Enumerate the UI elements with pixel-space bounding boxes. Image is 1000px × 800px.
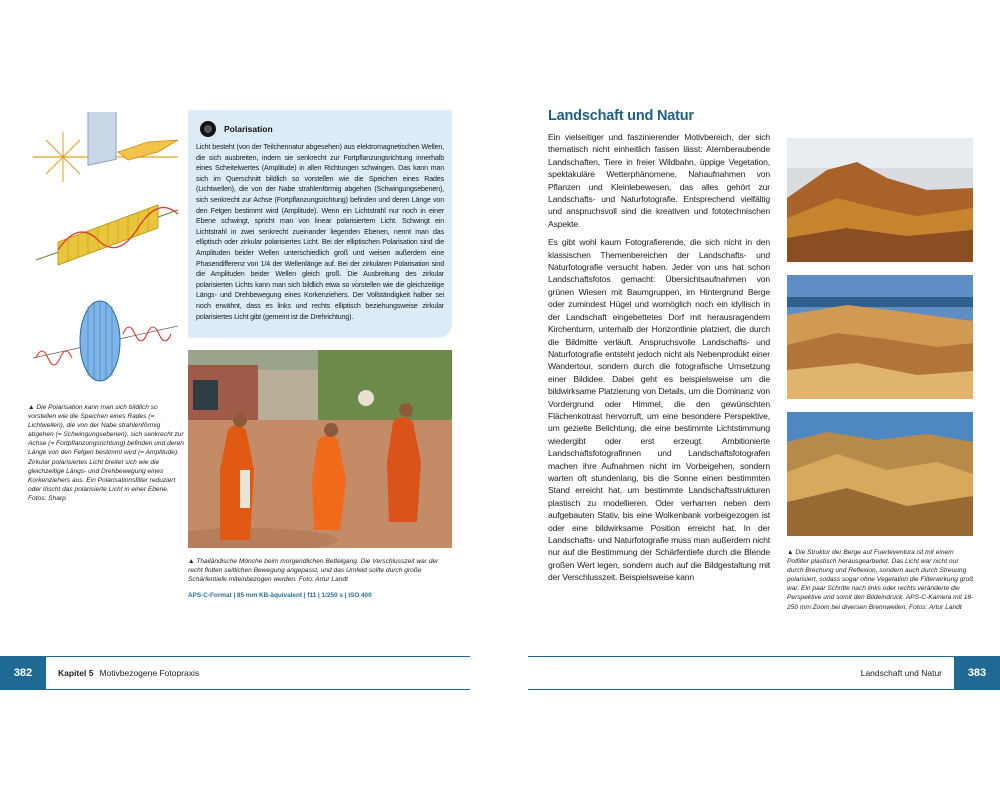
infobox-title: Polarisation (224, 124, 273, 134)
monks-photo (188, 350, 452, 548)
right-page-footer (528, 656, 1000, 690)
landscape-photo-3 (787, 412, 973, 536)
section-heading: Landschaft und Natur (548, 108, 694, 124)
left-page-footer (0, 656, 470, 690)
monks-photo-tech-data: APS-C-Format | 85 mm KB-äquivalent | f11 | 1/250 s | ISO 400 (188, 592, 372, 599)
infobox-body: Licht besteht (von der Teilchennatur abgesehen) aus elektromagnetischen Wellen, die sich ausbreiten, indem sie senkrecht zur Fortpflanzungsrichtung innerhalb eines Scheitelwertes (Amplitude) in allen Richtungen schwingen. Das kann man sich im Querschnitt bildlich so vorstellen wie die Speichen eines Rades (Lichtwellen), die von der Nabe strahlenförmig abgehen (Schwingungsebenen), sich senkrecht zur Achse (Fortpflanzungsrichtung) befinden und deren Länge von den Felgen bestimmt wird (Amplitude). Wenn ein Lichtstrahl nur noch in einer Ebene schwingt, spricht man von linear polarisiertem Licht. Schwingt ein Lichtstrahl in zwei senkrecht zueinander liegenden Ebenen, nennt man das elliptisch oder zirkular polarisiertes Licht. Bei der elliptischen Polarisation sind die Amplituden beider Wellen unterschiedlich groß und weisen außerdem eine Phasendifferenz von 1/4 der Wellenlänge auf. Bei der zirkularen Polarisation sind die Amplituden beider Wellen gleich groß. Die Ausbreitung des zirkular polarisierten Lichts kann man sich bildlich etwa so vorstellen wie die gleichzeitige Längs- und Drehbewegung eines Korkenziehers. Der Vollständigkeit halber sei noch erwähnt, dass es links und rechts elliptisch beziehungsweise zirkular polarisiertes Licht gibt (gemeint ist die Drehrichtung). (196, 143, 444, 321)
chapter-title: Motivbezogene Fotopraxis (99, 668, 200, 678)
paragraph: Es gibt wohl kaum Fotografierende, die sich nicht in den klassischen Themenbereichen der Landschafts- und Naturfotografie versucht haben. Jeder von uns hat schon Landschaftsfotos gemacht: Übersichtsaufnahmen von grünen Wiesen mit Baumgruppen, im Hintergrund Berge oder zumindest Hügel und womöglich noch ein idyllisch in der Landschaft eingebettetes Dorf mit herausragendem Kirchenturm, unterhalb der Horizontlinie platziert, die durch die Bildmitte verläuft. Anspruchsvolle Landschafts- und Naturfotografie entsteht jedoch nicht als Nebenprodukt einer Wandertour, sondern durch die fotografische Umsetzung einer Bildidee. Dabei geht es beispielsweise um die bildwirksame Platzierung von Details, um die Dominanz von Vordergrund oder Himmel, die den gewünschten Flächenkotrast hervorruft, um eine besondere Perspektive, um gezielte Belichtung, die eine bestimmte Lichtstimmung wiedergibt oder erst erzeugt. Ambitionierte Landschaftsfotografinnen und Landschaftsfotografen machen ihre Aufnahmen nicht im Vorbeigehen, sondern warten oft stundenlang, bis die Sonne einen bestimmten Stand erreicht hat, um bestimmte Landschaftsstrukturen plastisch zu modellieren. Oder verharren neben dem aufgebauten Stativ, bis eine Wolkenbank vorbeigezogen ist oder eine bildwirksame Position erreicht hat. In der Landschafts- und Naturfotografie muss man außerdem nicht nur auf die Bestimmung der Schärfentiefe durch die Blende großen Wert legen, sondern auch auf die Bildgestaltung mit der Verschlusszeit. Beispielsweise kann (548, 237, 770, 583)
landscape-photos-caption: ▲ Die Struktur der Berge auf Fuerteventura ist mit einem Polfilter plastisch herausgearbeitet. Das Licht war nicht nur durch Brechung und Reflexion, sondern auch durch Streuung polarisiert, sodass sogar ohne Vegetation die Filterwirkung groß war. Ein paar Schritte nach links oder rechts veränderte die Perspektive und somit den Bildeindruck. APS-C-Kamera mit 18-250 mm Zoom bei diversen Brennweiten. Fotos: Artur Landt (787, 549, 974, 611)
polarization-figure-caption: ▲ Die Polarisation kann man sich bildlich so vorstellen wie die Speichen eines Rades (= Lichtwellen), die von der Nabe strahlenförmig abgehen (= Schwingungsebenen), sich senkrecht zur Achse (= Fortpflanzungsrichtung) befinden und deren Länge von den Felgen bestimmt wird (= Amplitude). Zirkular polarisiertes Licht breitet sich wie die gleichzeitige Längs- und Drehbewegung eines Korkenziehers aus. Ein Polarisationsfilter reduziert oder löscht das polarisierte Licht in einer Ebene. Fotos: Sharp (28, 404, 184, 502)
linear-polarization-illustration (28, 190, 183, 275)
paragraph: Ein vielseitiger und faszinierender Motivbereich, der sich thematisch nicht einheitlich fassen lässt: Atemberaubende Landschaften, Tiere in freier Wildbahn, üppige Vegetation, spektakuläre Wetterphänomene, Nahaufnahmen von Pflanzen und Kleinlebewesen, das alles gehört zur Landschafts- und Naturfotografie. Entsprechend vielfältig und anspruchsvoll sind die kreativen und fototechnischen Aspekte. (548, 132, 770, 229)
section-body-text (548, 131, 770, 590)
chapter-label: Kapitel 5 (58, 668, 94, 678)
page-number-left: 382 (0, 656, 46, 690)
polarisation-infobox (188, 110, 452, 338)
monks-photo-caption: ▲ Thailändische Mönche beim morgendlichen Bettelgang. Die Verschlusszeit war der recht flotten seitlichen Bewegung angepasst, und das Umfeld sollte durch große Schärfentiefe miteinbezogen werden. Foto: Artur Landt (188, 558, 439, 584)
landscape-photo-1 (787, 138, 973, 262)
running-section-title: Landschaft und Natur (860, 668, 942, 678)
polarizer-wheel-illustration (28, 112, 183, 187)
page-number-right: 383 (954, 656, 1000, 690)
camera-lens-icon (200, 121, 216, 137)
landscape-photo-2 (787, 275, 973, 399)
circular-polarization-illustration (28, 296, 183, 386)
